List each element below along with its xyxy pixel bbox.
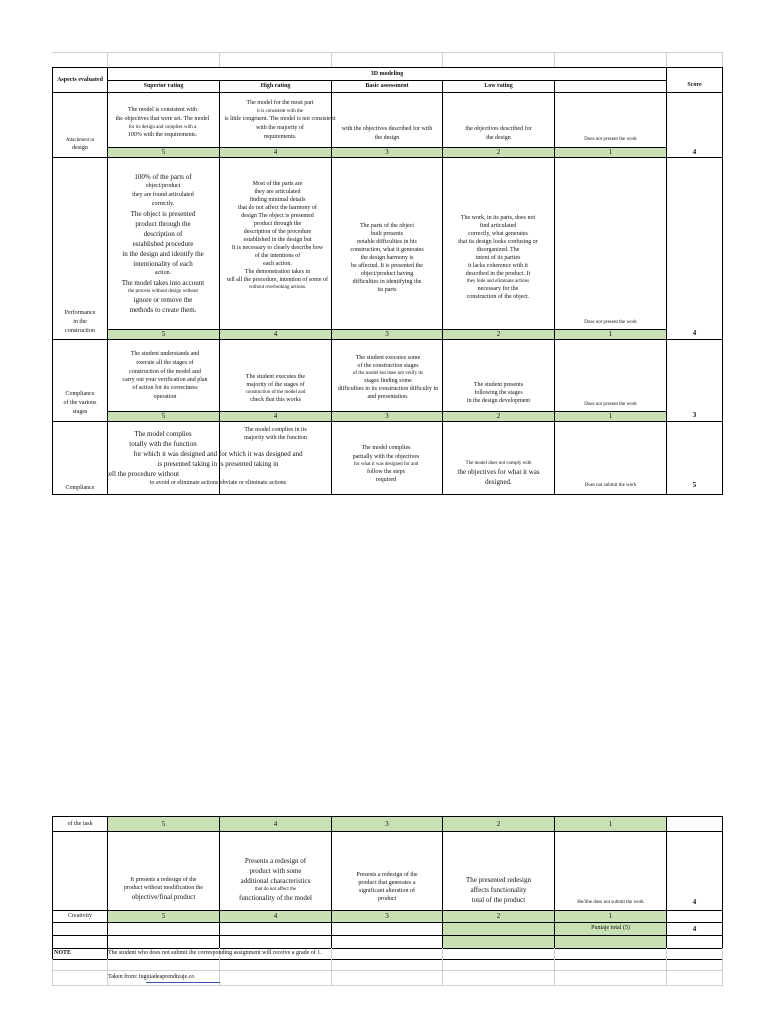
task-score-2: 2 [496, 820, 501, 828]
row1-superior-text: The model is consistent with the objectives that were set. The model for its design and complies with a 100% with the requirements. [115, 107, 210, 138]
note-label: NOTE [54, 950, 72, 956]
row3-score-2: 2 [496, 412, 501, 420]
row3-score-5: 5 [161, 412, 166, 420]
row1-score-1: 1 [608, 148, 613, 156]
row3-superior-text: The student understands and execute all the stages of construction of the model and carry out your verification and plan of action for its correctness operation [122, 350, 208, 400]
row3-none-text: Does not present the work [584, 401, 637, 407]
aspect-compliance-function: Compliance [65, 484, 95, 491]
total-score-label: Puntaje total (5) [591, 925, 630, 931]
creativity-score-1: 1 [608, 912, 613, 920]
aspects-evaluated-header: Aspects evaluated [57, 76, 103, 83]
row2-score-4: 4 [273, 330, 278, 338]
row2-high-text: Most of the parts are they are articulated finding minimal details that do not affect the harmony of design The object is presented product through the description of the procedure established in the design but It is necessary to clearly describe how of the intentions of each action. The demonstration takes in tell all the procedure, intention of some of without overlooking actions. [227, 181, 328, 290]
score-header: Score [687, 82, 702, 88]
aspect-performance: Performance in the construction [64, 309, 96, 334]
task-label: of the task [67, 820, 93, 827]
creativity-score-4: 4 [273, 912, 278, 920]
creativity-none-text: He/She does not submit the work [577, 899, 644, 905]
row1-low-text: the objectives described for the design [465, 126, 532, 141]
aspect-compliance-stages: Compliance of the various stages [63, 391, 97, 415]
aspect-creativity: Creativity [68, 912, 92, 919]
row3-score-4: 4 [273, 412, 278, 420]
row2-score-5: 5 [161, 330, 166, 338]
creativity-superior-text: It presents a redesign of the product without modification the objective/final product [123, 877, 204, 901]
high-rating-header: High rating [260, 83, 291, 89]
row4-none-text: Does not submit the work [584, 482, 637, 488]
row4-low-text: The model does not comply with the objectives for what it was designed. [457, 460, 540, 486]
aspect-attachment: Attachment to design [65, 137, 95, 151]
row2-low-text: The work, in its parts, does not find articulated correctly, what generates that its design looks confusing or disorganized. The intent of its parties it lacks coherence with it described in the product. It they hide and eliminate actions necessary for the construction of the object. [458, 215, 538, 300]
row2-score-1: 1 [608, 330, 613, 338]
row2-score-3: 3 [385, 330, 389, 338]
row1-high-text: The model for the most part it is consistent with the is little congruent. The model is not consistent with the majority of requirements. [224, 99, 336, 140]
row1-basic-text: with the objectives described for with the design [341, 126, 433, 141]
3d-modeling-header: 3D modeling [370, 70, 404, 77]
task-score-1: 1 [608, 820, 613, 828]
row4-superior-text: The model complies totally with the function for which it was designed and for which it was designed and is presented taking in is presented taking in tell the procedure without to avoid or eliminate actions obviate or eliminate actions [107, 430, 303, 486]
row3-score-3: 3 [385, 412, 389, 420]
row1-score-3: 3 [385, 148, 389, 156]
note-text: The student who does not submit the corresponding assignment will receive a grade of 1. [108, 950, 322, 956]
row2-none-text: Does not present the work [584, 319, 637, 325]
row1-total: 4 [692, 148, 697, 156]
row2-total: 4 [692, 329, 697, 337]
row3-low-text: The student presents following the stages in the design development [466, 382, 531, 404]
row2-superior-text: 100% of the parts of object/product they are found articulated correctly. The object is presented product through the description of established procedure in the design and identify the intentionality of each action. The model takes into account the process without design without ignore or remove the methods to create them. [121, 173, 205, 314]
creativity-score-3: 3 [385, 912, 389, 920]
task-score-3: 3 [385, 820, 389, 828]
row4-total: 5 [692, 481, 697, 489]
row2-score-2: 2 [496, 330, 501, 338]
creativity-total: 4 [692, 898, 697, 906]
task-score-5: 5 [161, 820, 166, 828]
low-rating-header: Low rating [484, 83, 513, 89]
source-credit: Taken from: tuguiadeaprendizaje.co [108, 974, 195, 980]
source-link-underline [146, 982, 220, 983]
task-score-4: 4 [273, 820, 278, 828]
superior-rating-header: Superior rating [143, 83, 184, 89]
row1-score-2: 2 [496, 148, 501, 156]
creativity-high-text: Presents a redesign of product with some additional characteristics that do not affect the functionality of the model [239, 856, 312, 902]
blank-rating-header [555, 81, 666, 92]
creativity-score-2: 2 [496, 912, 501, 920]
row2-basic-text: The parts of the object built presents notable difficulties in his construction, what it generates the design harmony is be affected. It is presented the object/product having difficulties in identifying the its parts [350, 223, 424, 293]
creativity-score-5: 5 [161, 912, 166, 920]
row3-score-1: 1 [608, 412, 613, 420]
total-score-value: 4 [692, 924, 697, 933]
row1-score-4: 4 [273, 148, 278, 156]
row1-score-5: 5 [161, 148, 166, 156]
row3-high-text: The student executes the majority of the stages of construction of the model and check that this works [245, 373, 306, 403]
row4-high-text: The model complies in its majority with the function [244, 427, 307, 441]
creativity-basic-text: Presents a redesign of the product that generates a significant alteration of product [356, 872, 418, 902]
creativity-low-text: The presented redesign affects functionality total of the product [466, 876, 531, 904]
row4-basic-text: The model complies partially with the objectives for what it was designed for and follow the steps required [352, 445, 420, 483]
basic-assessment-header: Basic assessment [365, 83, 409, 89]
row1-none-text: Does not present the work [584, 136, 637, 142]
row3-total: 3 [692, 411, 697, 419]
row3-basic-text: The student executes some of the construction stages of the model but does not verify its stages finding some difficulties in its construction difficulty in and presentation. [337, 354, 439, 400]
